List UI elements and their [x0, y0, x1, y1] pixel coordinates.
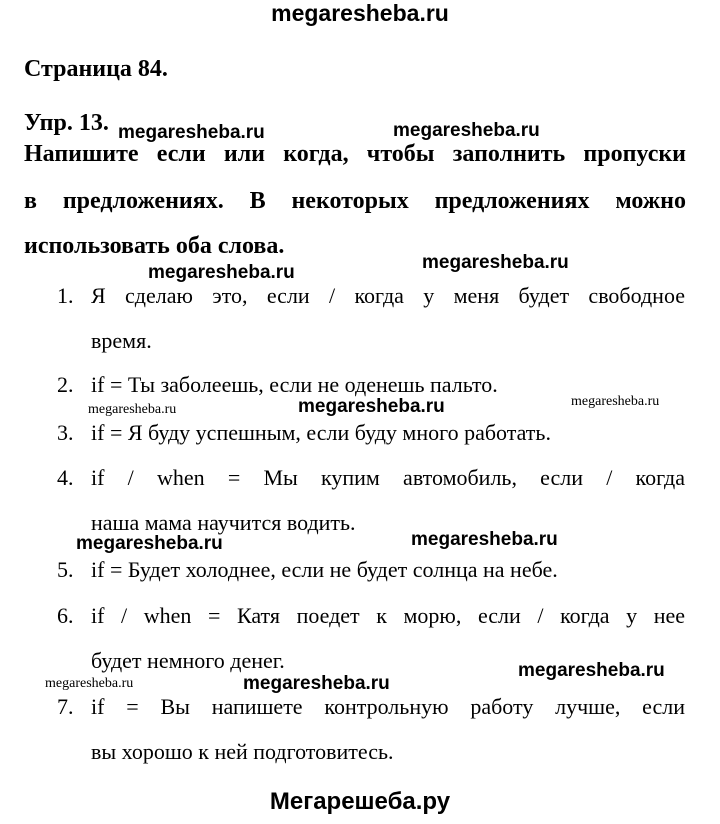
item-number: 1.	[57, 283, 74, 308]
item-line: if = Ты заболеешь, если не оденешь пальто.	[91, 372, 498, 397]
task-line-2: в предложениях. В некоторых предложениях можно	[24, 188, 686, 214]
watermark: megaresheba.ru	[411, 529, 558, 550]
item-line: время.	[91, 328, 152, 353]
item-line: if = Я буду успешным, если буду много работать.	[91, 420, 551, 445]
watermark: megaresheba.ru	[88, 402, 177, 417]
watermark: megaresheba.ru	[243, 673, 390, 694]
item-number: 7.	[57, 694, 74, 719]
item-line: if = Вы напишете контрольную работу лучше, если	[91, 694, 685, 719]
watermark: megaresheba.ru	[118, 122, 265, 143]
watermark: megaresheba.ru	[571, 394, 660, 409]
item-line: вы хорошо к ней подготовитесь.	[91, 739, 394, 764]
item-line: будет немного денег.	[91, 648, 285, 673]
item-number: 6.	[57, 603, 74, 628]
watermark: megaresheba.ru	[422, 252, 569, 273]
watermark: megaresheba.ru	[148, 262, 295, 283]
watermark: megaresheba.ru	[45, 676, 134, 691]
site-footer: Мегарешеба.ру	[269, 788, 451, 815]
item-number: 2.	[57, 372, 74, 397]
item-number: 5.	[57, 557, 74, 582]
exercise-label: Упр. 13.	[24, 110, 109, 136]
watermark: megaresheba.ru	[393, 120, 540, 141]
item-line: if / when = Катя поедет к морю, если / когда у нее	[91, 603, 685, 628]
item-line: наша мама научится водить.	[91, 510, 356, 535]
item-number: 3.	[57, 420, 74, 445]
task-line-1: Напишите если или когда, чтобы заполнить пропуски	[24, 141, 686, 167]
site-header: megaresheba.ru	[271, 0, 449, 26]
page-title: Страница 84.	[24, 56, 168, 82]
item-number: 4.	[57, 465, 74, 490]
watermark: megaresheba.ru	[76, 533, 223, 554]
watermark: megaresheba.ru	[298, 396, 445, 417]
watermark: megaresheba.ru	[518, 660, 665, 681]
item-line: if / when = Мы купим автомобиль, если / когда	[91, 465, 685, 490]
item-line: Я сделаю это, если / когда у меня будет свободное	[91, 283, 685, 308]
item-line: if = Будет холоднее, если не будет солнца на небе.	[91, 557, 558, 582]
task-line-3: использовать оба слова.	[24, 233, 285, 259]
